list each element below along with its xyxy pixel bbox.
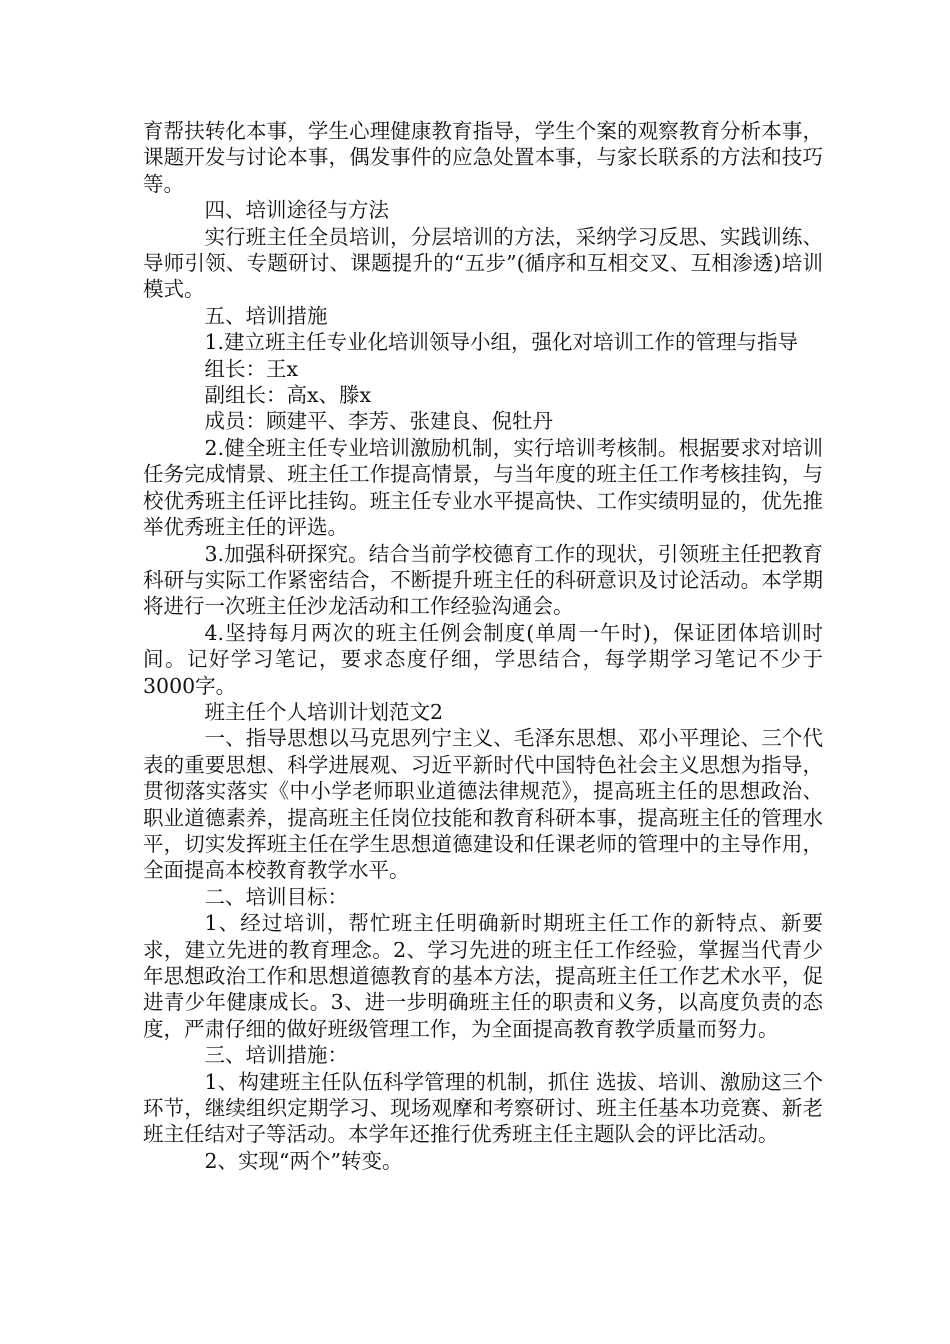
paragraph: 4.坚持每月两次的班主任例会制度(单周一午时)，保证团体培训时间。记好学习笔记，要求态度仔细，学思结合，每学期学习笔记不少于3000字。 xyxy=(143,620,823,698)
paragraph: 3.加强科研探究。结合当前学校德育工作的现状，引领班主任把教育科研与实际工作紧密结合，不断提升班主任的科研意识及讨论活动。本学期将进行一次班主任沙龙活动和工作经验沟通会。 xyxy=(143,541,823,619)
document-body xyxy=(143,118,823,1174)
paragraph: 实行班主任全员培训，分层培训的方法，采纳学习反思、实践训练、导师引领、专题研讨、课题提升的“五步”(循序和互相交叉、互相渗透)培训模式。 xyxy=(143,224,823,302)
paragraph: 副组长：高x、滕x xyxy=(204,383,372,408)
paragraph: 一、指导思想以马克思列宁主义、毛泽东思想、邓小平理论、三个代表的重要思想、科学进展观、习近平新时代中国特色社会主义思想为指导，贯彻落实落实《中小学老师职业道德法律规范》，提高班主任的思想政治、职业道德素养，提高班主任岗位技能和教育科研本事，提高班主任的管理水平，切实发挥班主任在学生思想道德建设和任课老师的管理中的主导作用，全面提高本校教育教学水平。 xyxy=(143,726,823,883)
paragraph: 成员：顾建平、李芳、张建良、倪牡丹 xyxy=(204,409,553,434)
section-title: 班主任个人培训计划范文2 xyxy=(204,699,444,724)
section-heading: 三、培训措施： xyxy=(204,1043,348,1068)
paragraph: 育帮扶转化本事，学生心理健康教育指导，学生个案的观察教育分析本事，课题开发与讨论本事，偶发事件的应急处置本事，与家长联系的方法和技巧等。 xyxy=(143,119,823,196)
section-heading: 五、培训措施 xyxy=(204,303,328,328)
paragraph: 1、构建班主任队伍科学管理的机制，抓住 选拔、培训、激励这三个环节，继续组织定期学习、现场观摩和考察研讨、班主任基本功竞赛、新老班主任结对子等活动。本学年还推行优秀班主任主题队会的评比活动。 xyxy=(143,1069,823,1147)
paragraph: 2.健全班主任专业培训激励机制，实行培训考核制。根据要求对培训任务完成情景、班主任工作提高情景，与当年度的班主任工作考核挂钩，与校优秀班主任评比挂钩。班主任专业水平提高快、工作实绩明显的，优先推举优秀班主任的评选。 xyxy=(143,435,823,540)
paragraph: 1.建立班主任专业化培训领导小组，强化对培训工作的管理与指导 xyxy=(204,330,799,355)
section-heading: 二、培训目标： xyxy=(204,884,348,909)
paragraph: 1、经过培训，帮忙班主任明确新时期班主任工作的新特点、新要求，建立先进的教育理念。2、学习先进的班主任工作经验，掌握当代青少年思想政治工作和思想道德教育的基本方法，提高班主任工作艺术水平，促进青少年健康成长。3、进一步明确班主任的职责和义务，以高度负责的态度，严肃仔细的做好班级管理工作，为全面提高教育教学质量而努力。 xyxy=(143,911,823,1041)
paragraph: 组长：王x xyxy=(204,356,299,381)
paragraph: 2、实现“两个”转变。 xyxy=(204,1148,403,1173)
section-heading: 四、培训途径与方法 xyxy=(204,198,389,223)
